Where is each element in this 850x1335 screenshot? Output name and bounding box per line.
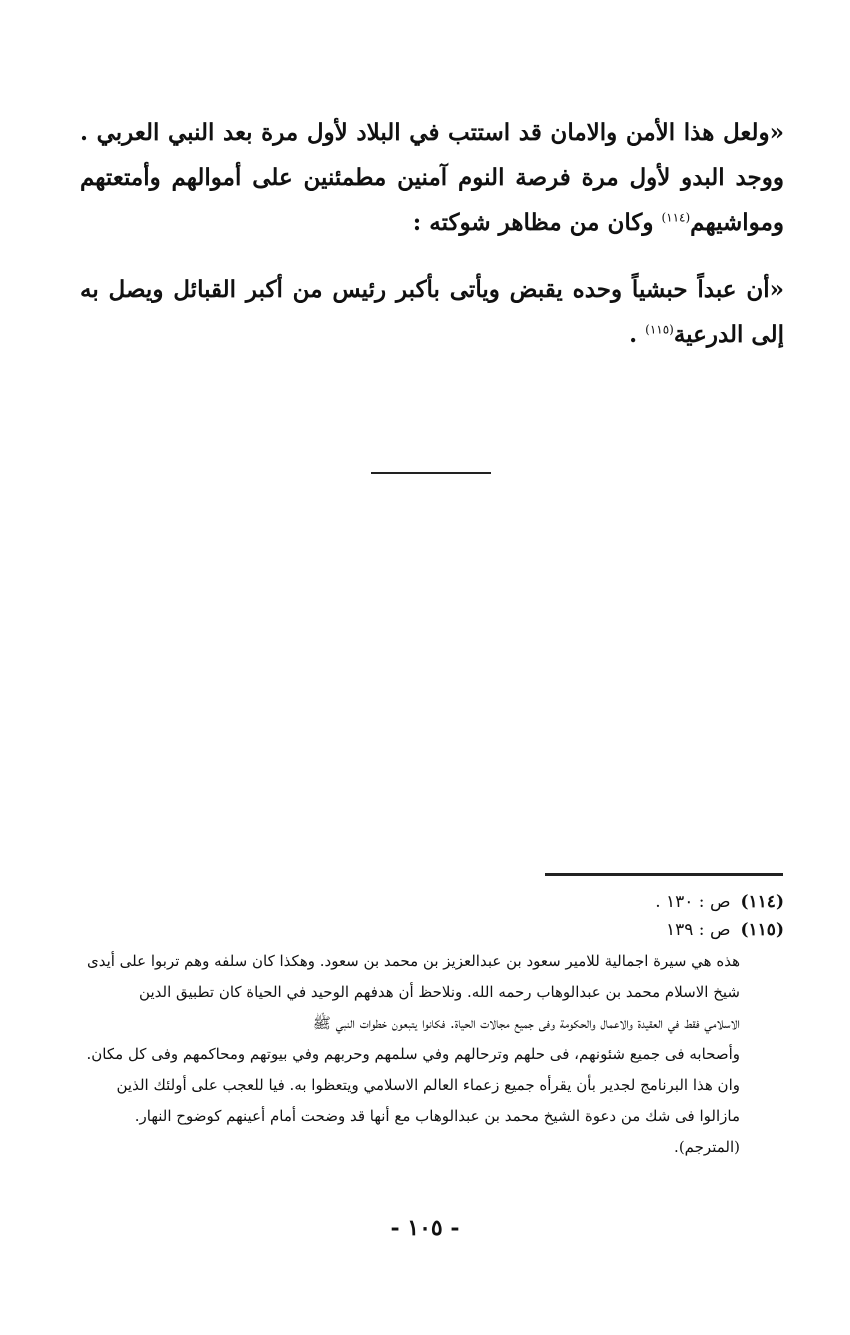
section-divider <box>371 472 491 474</box>
translator-note <box>80 946 784 1163</box>
footnote-reference[interactable]: (١١٥) <box>645 322 674 337</box>
paragraph-tail: . <box>629 321 646 348</box>
translator-note-line: وان هذا البرنامج لجدير بأن يقرأه جميع زعماء العالم الاسلامي ويتعظوا به. فيا للعجب على أولئك الذين <box>116 1076 740 1094</box>
paragraph-text: «ولعل هذا الأمن والامان قد استتب في البلاد لأول مرة بعد النبي العربي . ووجد البدو لأول مرة فرصة النوم آمنين مطمئنين على أموالهم وأمتعتهم ومواشيهم <box>80 119 784 236</box>
footnote-item <box>80 916 784 944</box>
footnote-item <box>80 888 784 916</box>
translator-note-line: مازالوا فى شك من دعوة الشيخ محمد بن عبدالوهاب مع أنها قد وضحت أمام أعينهم كوضوح النهار. <box>134 1107 740 1125</box>
footnote-text: ص : ١٣٠ . <box>655 892 731 912</box>
translator-note-line: الاسلامي فقط في العقيدة والاعمال والحكومة وفى جميع مجالات الحياة. فكانوا يتبعون خطوات النبي ﷺ <box>312 1014 740 1032</box>
translator-note-line: شيخ الاسلام محمد بن عبدالوهاب رحمه الله. ونلاحظ أن هدفهم الوحيد في الحياة كان تطبيق الدين <box>139 983 740 1001</box>
translator-note-line: (المترجم). <box>674 1138 740 1156</box>
footnote-number: (١١٥) <box>740 920 784 940</box>
paragraph-1 <box>80 110 784 245</box>
footnote-number: (١١٤) <box>740 892 784 912</box>
translator-note-line: هذه هي سيرة اجمالية للامير سعود بن عبدالعزيز بن محمد بن سعود. وهكذا كان سلفه وهم تربوا على أيدى <box>86 952 740 970</box>
paragraph-2 <box>80 267 784 357</box>
footnotes <box>80 888 784 1163</box>
footnote-reference[interactable]: (١١٤) <box>661 210 691 225</box>
page-number: - ١٠٥ - <box>390 1215 460 1241</box>
main-text <box>80 110 784 357</box>
footnote-text: ص : ١٣٩ <box>666 920 731 940</box>
translator-note-line: وأصحابه فى جميع شئونهم، فى حلهم وترحالهم وفي سلمهم وحربهم وفي بيوتهم ومحاكمهم وفى كل مكان. <box>86 1045 740 1063</box>
paragraph-text: «أن عبداً حبشياً وحده يقبض ويأتى بأكبر رئيس من أكبر القبائل ويصل به إلى الدرعية <box>80 276 784 348</box>
footnote-separator <box>545 873 783 876</box>
paragraph-tail: وكان من مظاهر شوكته : <box>412 209 662 236</box>
